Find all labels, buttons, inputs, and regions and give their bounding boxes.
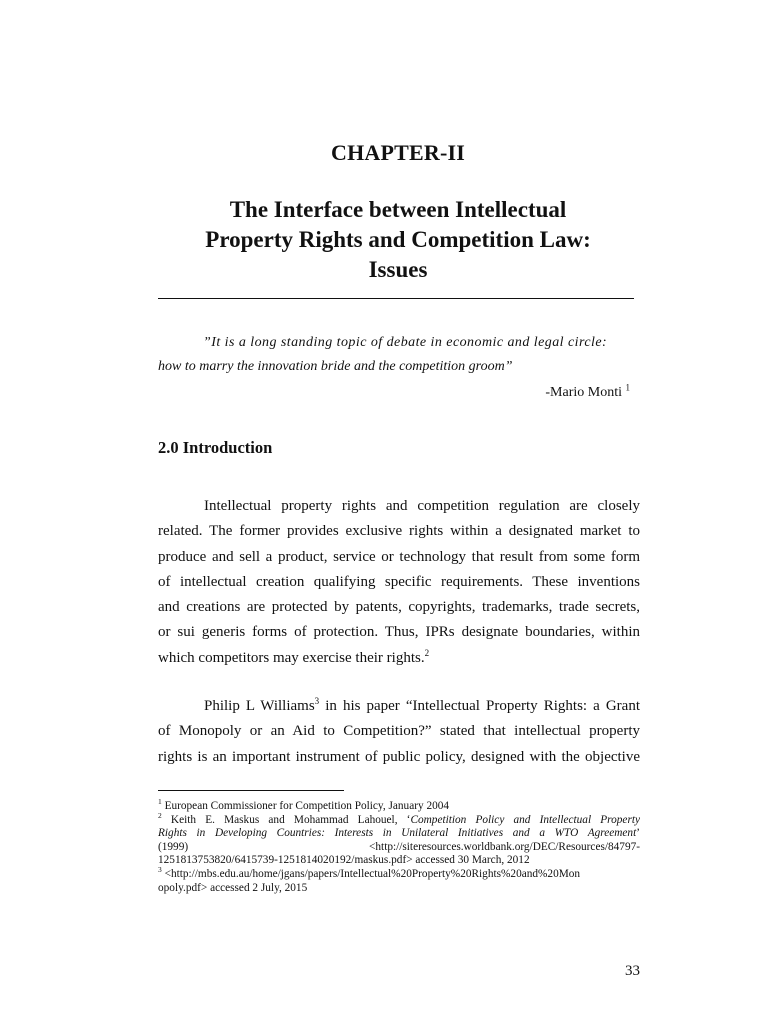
paragraph-line: related. The former provides exclusive rights within a designated market to <box>158 523 640 540</box>
page-number: 33 <box>625 963 640 979</box>
chapter-title-line-3: Issues <box>368 257 428 282</box>
paragraph-line <box>158 694 640 719</box>
epigraph-attribution <box>480 383 630 403</box>
paragraph-line: of Monopoly or an Aid to Competition?” stated that intellectual property <box>158 723 640 740</box>
footnote-ref-3[interactable]: 3 <box>314 696 320 706</box>
footnote-title: Rights in Developing Countries: Interests in Unilateral Initiatives and a WTO Agreement <box>158 827 637 840</box>
paragraph-line: or sui generis forms of protection. Thus, IPRs designate boundaries, within <box>158 624 640 641</box>
chapter-title <box>150 195 646 285</box>
title-divider <box>158 298 634 299</box>
paragraph-line-text: in his paper “Intellectual Property Rights: a Grant <box>319 698 640 714</box>
footnote-number: 2 <box>158 810 162 820</box>
footnote-link[interactable]: <http://siteresources.worldbank.org/DEC/Resources/84797- <box>369 840 640 853</box>
paragraph-last-line <box>158 646 640 671</box>
chapter-title-line-2: Property Rights and Competition Law: <box>205 227 591 252</box>
paragraph-williams <box>158 694 640 770</box>
paragraph-introduction <box>158 494 640 671</box>
paragraph-line: produce and sell a product, service or technology that result from some form <box>158 548 640 565</box>
footnote-ref-2[interactable]: 2 <box>424 647 430 658</box>
footnote-2 <box>158 810 640 828</box>
paragraph-line: and creations are protected by patents, copyrights, trademarks, trade secrets, <box>158 599 640 616</box>
footnote-3 <box>158 865 640 882</box>
footnote-2-cont <box>158 841 640 855</box>
footnote-ref-1[interactable]: 1 <box>625 382 630 393</box>
footnote-year: (1999) <box>158 840 189 853</box>
footnote-number: 1 <box>158 797 162 807</box>
footnote-3-cont: opoly.pdf> accessed 2 July, 2015 <box>158 881 308 894</box>
footnote-divider <box>158 790 344 791</box>
footnote-link[interactable]: <http://mbs.edu.au/home/jgans/papers/Intellectual%20Property%20Rights%20and%20Mon <box>161 867 581 880</box>
epigraph-line-1: ”It is a long standing topic of debate in economic and legal circle: <box>203 335 608 350</box>
footnote-1 <box>158 797 640 814</box>
chapter-label: CHAPTER-II <box>330 140 465 165</box>
chapter-title-line-1: The Interface between Intellectual <box>229 197 567 222</box>
footnote-title: Competition Policy and Intellectual Property <box>410 813 640 826</box>
paragraph-line: Intellectual property rights and competition regulation are closely <box>204 498 640 514</box>
footnotes <box>158 797 640 895</box>
footnote-text: Keith E. Maskus and Mohammad Lahouel, ‘ <box>161 813 411 826</box>
footnote-text: ’ <box>636 827 640 840</box>
epigraph-line-2: how to marry the innovation bride and the competition groom” <box>158 359 513 374</box>
paragraph-line: rights is an important instrument of public policy, designed with the objective <box>158 748 640 765</box>
author-name: Philip L Williams <box>204 698 315 714</box>
footnote-number: 3 <box>158 865 162 875</box>
paragraph-line: of intellectual creation qualifying specific requirements. These inventions <box>158 573 640 590</box>
footnote-text: European Commissioner for Competition Policy, January 2004 <box>161 800 450 812</box>
footnote-2-cont <box>158 827 640 841</box>
section-heading: 2.0 Introduction <box>158 438 273 457</box>
footnote-2-cont: 1251813753820/6415739-1251814020192/maskus.pdf> accessed 30 March, 2012 <box>158 854 530 867</box>
paragraph-line-text: which competitors may exercise their rights. <box>158 649 425 666</box>
attribution-name: -Mario Monti <box>545 385 622 400</box>
